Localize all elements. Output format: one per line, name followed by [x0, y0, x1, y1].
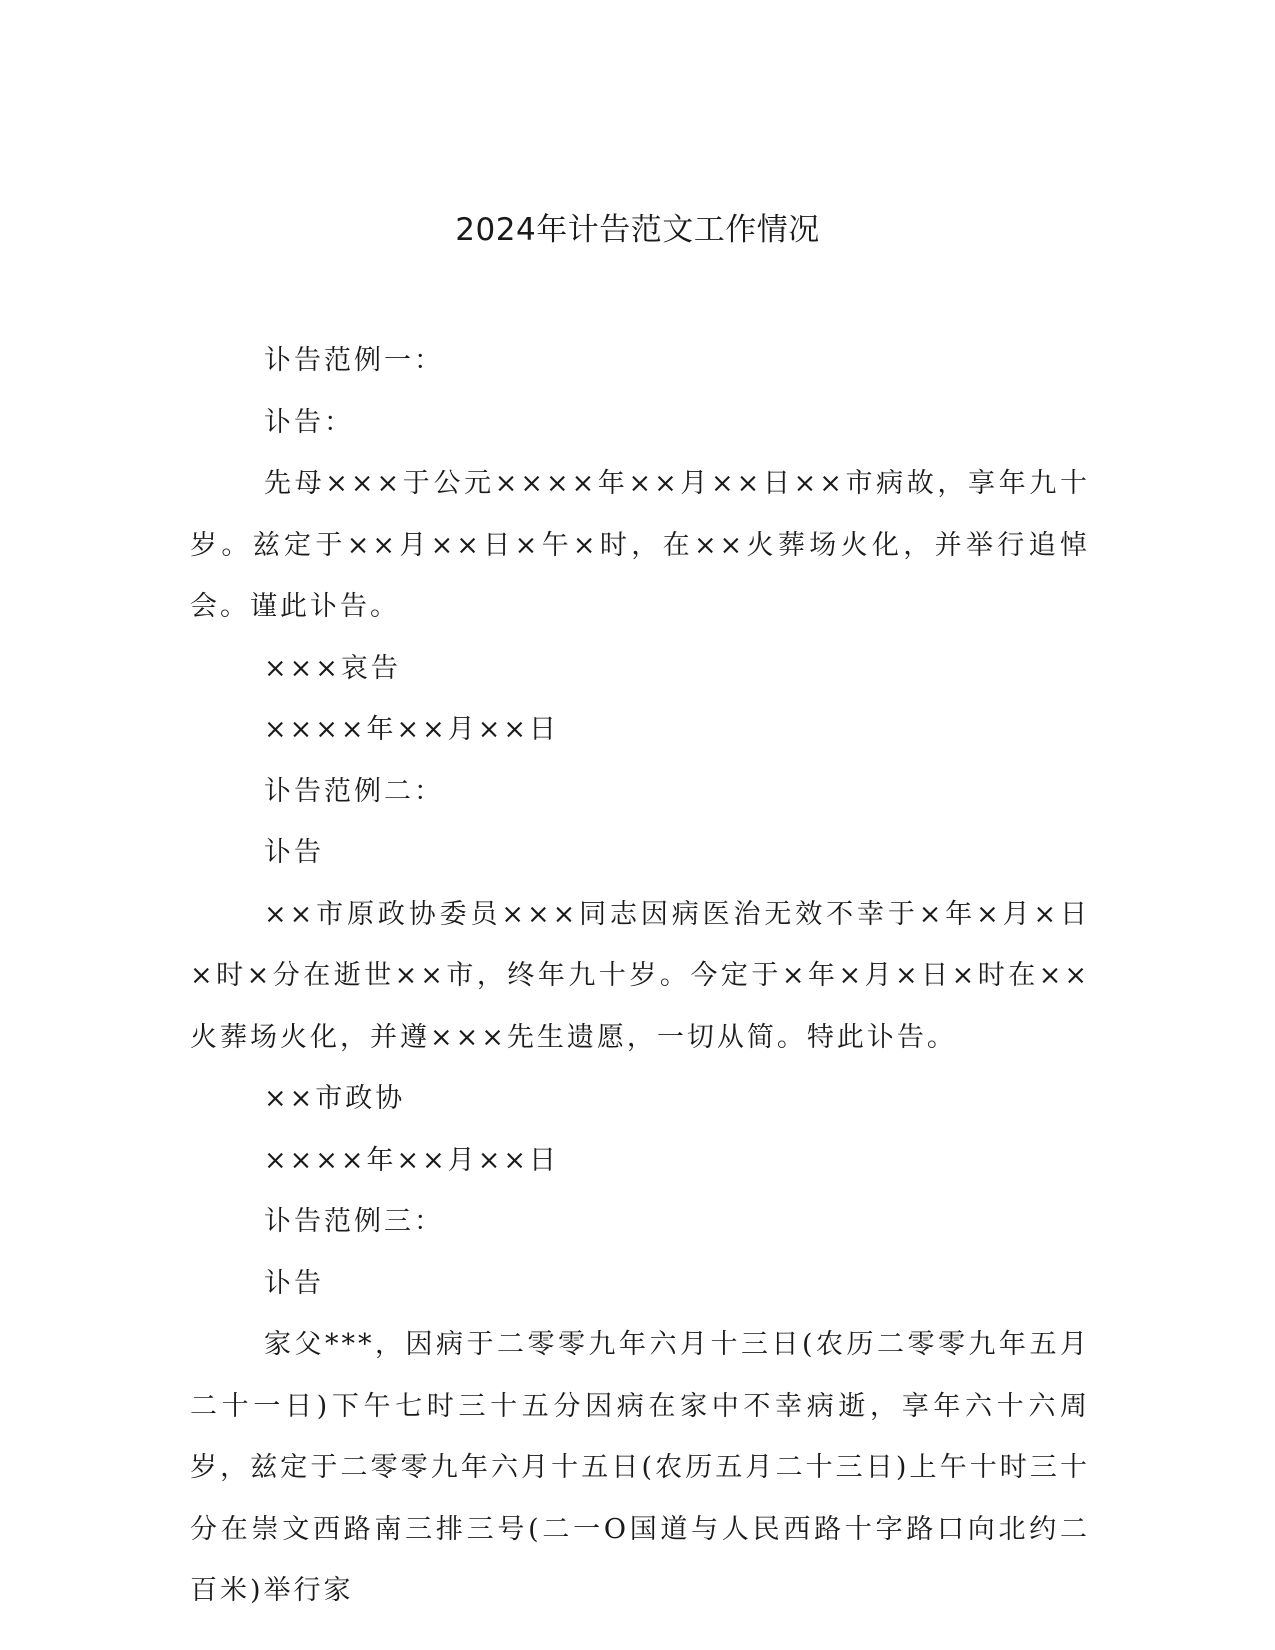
document-title: 2024年计告范文工作情况 [455, 212, 820, 248]
notice-text-3: 家父***，因病于二零零九年六月十三日(农历二零零九年五月二十一日)下午七时三十五分因病在家中不幸病逝，享年六十六周岁，兹定于二零零九年六月十五日(农历五月二十三日)上午十时三十分在崇文西路南三排三号(二一O国道与人民西路十字路口向北约二百米)举行家 [190, 1329, 1090, 1606]
notice-label-3: 讣告 [264, 1267, 324, 1299]
date-2: ××××年××月××日 [264, 1144, 559, 1176]
date-1: ××××年××月××日 [264, 714, 559, 745]
notice-label-1: 讣告： [264, 406, 354, 438]
notice-text-2: ××市原政协委员×××同志因病医治无效不幸于×年×月×日×时×分在逝世××市，终年九十岁。今定于×年×月×日×时在××火葬场火化，并遵×××先生遗愿，一切从简。特此讣告。 [190, 898, 1090, 1053]
example-heading-3: 讣告范例三： [264, 1206, 444, 1237]
document-body [190, 330, 1090, 1622]
example-heading-2: 讣告范例二： [264, 775, 444, 807]
signature-1: ×××哀告 [264, 652, 401, 684]
signature-2: ××市政协 [264, 1083, 406, 1114]
example-heading-1: 讣告范例一： [264, 345, 444, 376]
notice-label-2: 讣告 [264, 837, 324, 868]
notice-text-1: 先母×××于公元××××年××月××日××市病故，享年九十岁。兹定于××月××日×午×时，在××火葬场火化，并举行追悼会。谨此讣告。 [190, 468, 1090, 622]
